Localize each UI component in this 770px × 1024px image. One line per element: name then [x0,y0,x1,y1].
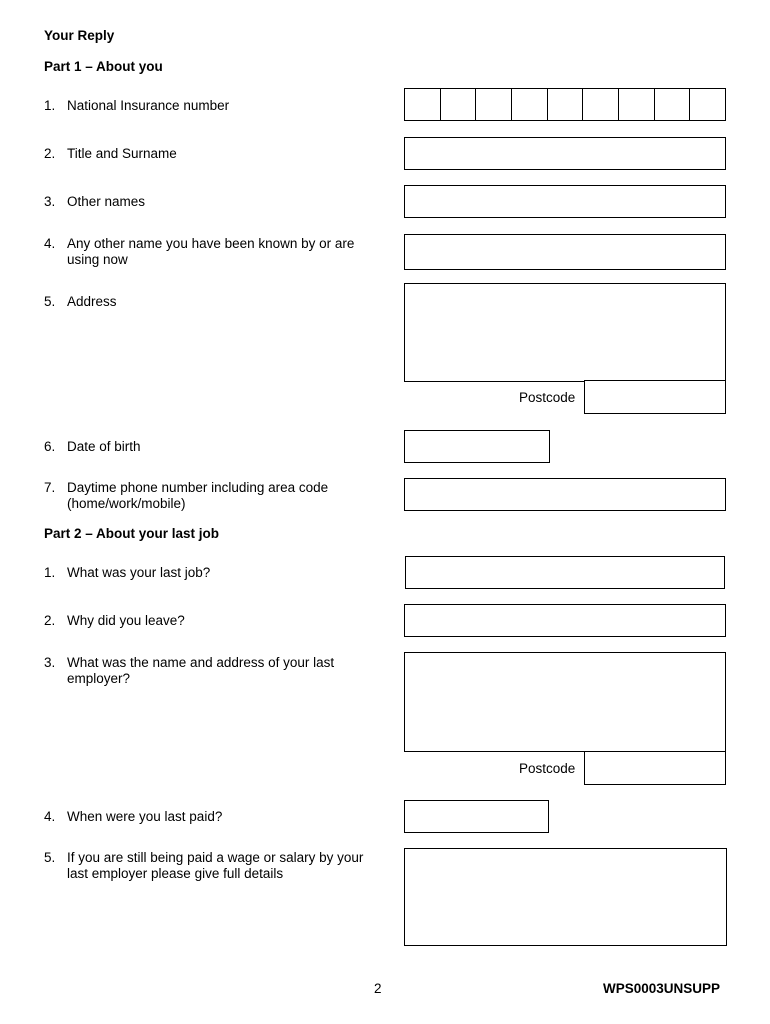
question-text: When were you last paid? [67,809,223,824]
ni-number-cell[interactable] [655,89,691,120]
title-surname-field[interactable] [404,137,726,170]
employer-address-field[interactable] [404,652,726,752]
ni-number-cell[interactable] [441,89,477,120]
other-known-name-field[interactable] [404,234,726,270]
question-number: 3. [44,194,56,209]
page-number: 2 [374,981,382,996]
postcode-field[interactable] [584,380,726,414]
question-text: What was the name and address of your last employer? [67,655,335,686]
question-number: 4. [44,236,56,251]
why-leave-field[interactable] [404,604,726,637]
postcode-label: Postcode [519,390,576,405]
question-other-names [44,194,364,210]
question-text: If you are still being paid a wage or salary by your last employer please give full details [67,850,364,881]
question-text: What was your last job? [67,565,211,580]
ni-number-cell[interactable] [619,89,655,120]
question-number: 3. [44,655,56,670]
question-text: Address [67,294,117,309]
question-last-employer [44,655,364,687]
question-text: Other names [67,194,146,209]
question-number: 7. [44,480,56,495]
question-still-paid [44,850,364,882]
question-number: 5. [44,850,56,865]
question-text: Date of birth [67,439,141,454]
ni-number-field[interactable] [404,88,726,121]
last-paid-field[interactable] [404,800,549,833]
ni-number-cell[interactable] [476,89,512,120]
question-last-job [44,565,364,581]
question-date-of-birth [44,439,364,455]
question-number: 5. [44,294,56,309]
ni-number-cell[interactable] [690,89,725,120]
last-job-field[interactable] [405,556,725,589]
ni-number-cell[interactable] [548,89,584,120]
question-phone [44,480,364,512]
employer-postcode-label: Postcode [519,761,576,776]
question-text: Daytime phone number including area code (home/work/mobile) [67,480,329,511]
other-names-field[interactable] [404,185,726,218]
question-text: Any other name you have been known by or are using now [67,236,355,267]
still-paid-details-field[interactable] [404,848,727,946]
form-code: WPS0003UNSUPP [602,981,720,996]
question-number: 4. [44,809,56,824]
question-ni-number [44,98,364,114]
date-of-birth-field[interactable] [404,430,550,463]
question-address [44,294,364,310]
question-number: 1. [44,98,56,113]
question-number: 1. [44,565,56,580]
phone-field[interactable] [404,478,726,511]
question-why-leave [44,613,364,629]
question-title-surname [44,146,364,162]
part2-heading: Part 2 – About your last job [44,526,220,541]
page-title: Your Reply [44,28,115,43]
question-text: Why did you leave? [67,613,185,628]
ni-number-cell[interactable] [405,89,441,120]
question-text: National Insurance number [67,98,230,113]
employer-postcode-field[interactable] [584,751,726,785]
question-text: Title and Surname [67,146,177,161]
question-number: 2. [44,613,56,628]
question-last-paid [44,809,364,825]
question-other-known-name [44,236,364,268]
ni-number-cell[interactable] [512,89,548,120]
address-field[interactable] [404,283,726,382]
ni-number-cell[interactable] [583,89,619,120]
question-number: 6. [44,439,56,454]
part1-heading: Part 1 – About you [44,59,163,74]
question-number: 2. [44,146,56,161]
